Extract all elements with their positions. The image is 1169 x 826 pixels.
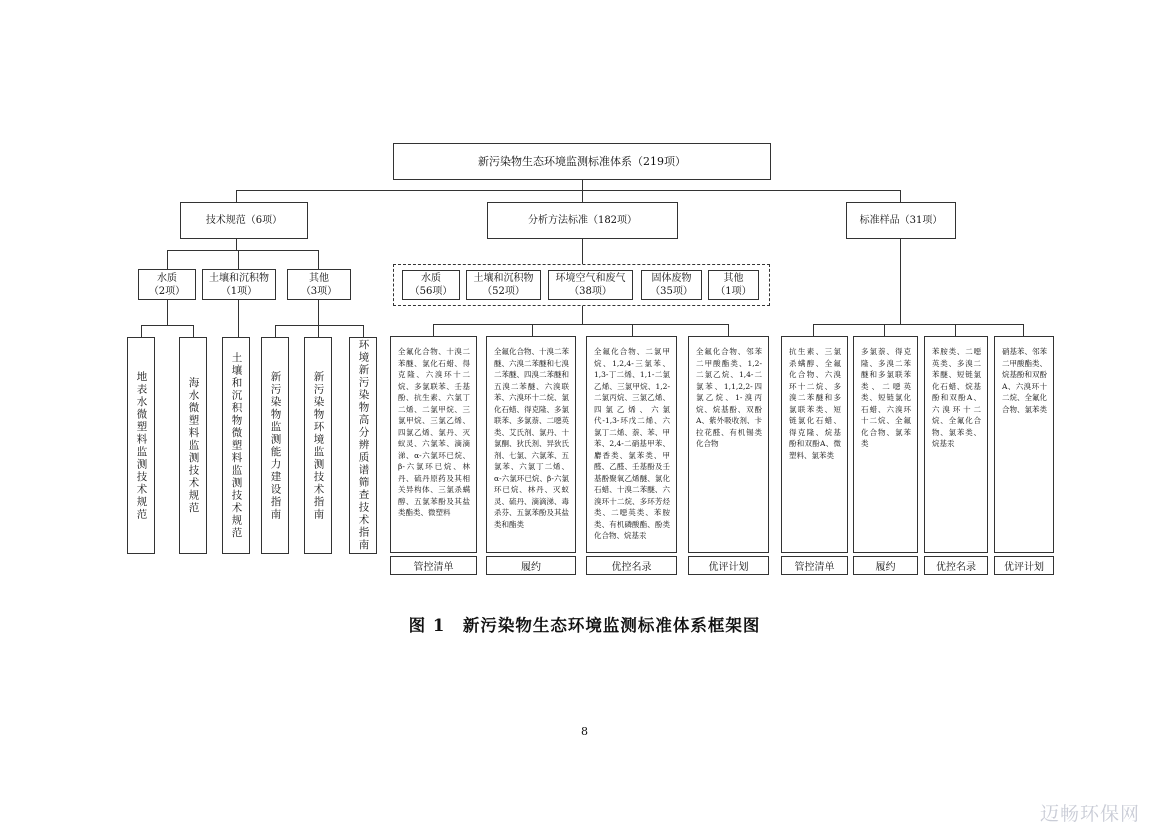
method-label-evaluation: 优评计划 bbox=[688, 556, 769, 575]
method-label-priority: 优控名录 bbox=[586, 556, 677, 575]
tech-sub-count: （2项） bbox=[148, 285, 186, 297]
method-sub-name: 固体废物 bbox=[651, 273, 692, 284]
method-sub-name: 水质 bbox=[421, 273, 441, 284]
tech-leaf-4: 新污染物监测能力建设指南 bbox=[261, 337, 289, 554]
tech-leaf-5: 新污染物环境监测技术指南 bbox=[304, 337, 332, 554]
tech-sub-soil bbox=[202, 269, 276, 300]
sample-list-control: 抗生素、三氯杀螨醇、全氟化合物、六溴环十二烷、多溴二苯醚和多氯联苯类、短链氯化石蜡、得克隆、烷基酚和双酚A、微塑料、氯苯类 bbox=[781, 336, 848, 553]
figure-caption: 图 1 新污染物生态环境监测标准体系框架图 bbox=[408, 616, 761, 635]
method-sub-count: （1项） bbox=[715, 286, 752, 297]
method-sub-count: （56项） bbox=[409, 286, 453, 297]
tech-sub-name: 水质 bbox=[157, 272, 177, 284]
method-sub-name: 环境空气和废气 bbox=[555, 273, 626, 284]
method-sub-name: 土壤和沉积物 bbox=[473, 273, 534, 284]
watermark: 迈畅环保网 bbox=[1040, 803, 1141, 825]
method-list-priority: 全氟化合物、二氯甲烷、1,2,4-三氯苯、1,3-丁二烯、1,1-二氯乙烯、三氯甲烷、1,2-二氯丙烷、三氯乙烯、四氯乙烯、六氯代-1,3-环戊二烯、六氯丁二烯、萘、苯、甲苯、2,4-二硝基甲苯、麝香类、氯苯类、甲醛、乙醛、壬基酚及壬基酚聚氧乙烯醚、氯化石蜡、十溴二苯醚、六溴环十二烷、多环芳烃类、二噁英类、苯胺类、有机磷酸酯、酚类化合物、烷基汞 bbox=[586, 336, 677, 553]
sample-list-compliance: 多氯萘、得克隆、多溴二苯醚和多氯联苯类、二噁英类、短链氯化石蜡、六溴环十二烷、全氟化合物、氯苯类 bbox=[853, 336, 918, 553]
node-standard-sample: 标准样品（31项） bbox=[846, 202, 956, 239]
method-sub-soil bbox=[466, 270, 541, 300]
sample-label-evaluation: 优评计划 bbox=[994, 556, 1054, 575]
method-label-compliance: 履约 bbox=[486, 556, 576, 575]
sample-list-priority: 苯胺类、二噁英类、多溴二苯醚、短链氯化石蜡、烷基酚和双酚A、六溴环十二烷、全氟化合物、氯苯类、烷基汞 bbox=[924, 336, 988, 553]
node-tech-spec: 技术规范（6项） bbox=[180, 202, 308, 239]
tech-sub-count: （3项） bbox=[300, 285, 338, 297]
tech-sub-other bbox=[287, 269, 351, 300]
page-number: 8 bbox=[581, 725, 588, 738]
method-sub-name: 其他 bbox=[723, 273, 744, 284]
tech-leaf-2: 海水微塑料监测技术规范 bbox=[179, 337, 207, 554]
tech-sub-name: 土壤和沉积物 bbox=[209, 272, 269, 284]
method-sub-count: （52项） bbox=[482, 286, 525, 297]
sample-list-evaluation: 硝基苯、邻苯二甲酸酯类、烷基酚和双酚A、六溴环十二烷、全氟化合物、氯苯类 bbox=[994, 336, 1054, 553]
sample-label-compliance: 履约 bbox=[853, 556, 918, 575]
method-sub-other bbox=[708, 270, 759, 300]
tech-sub-water bbox=[138, 269, 196, 300]
sample-label-control: 管控清单 bbox=[781, 556, 848, 575]
tech-leaf-1: 地表水微塑料监测技术规范 bbox=[127, 337, 155, 554]
tech-sub-count: （1项） bbox=[220, 285, 258, 297]
method-sub-water bbox=[402, 270, 460, 300]
method-list-control: 全氟化合物、十溴二苯醚、氯化石蜡、得克隆、六溴环十二烷、多氯联苯、壬基酚、抗生素、六氯丁二烯、二氯甲烷、三氯甲烷、三氯乙烯、四氯乙烯、氯丹、灭蚁灵、六氯苯、滴滴涕、α-六氯环已烷、β-六氯环已烷、林丹、硫丹原药及其相关异构体、三氯杀螨醇、五氯苯酚及其盐类酯类、微塑料 bbox=[390, 336, 477, 553]
node-analysis-method: 分析方法标准（182项） bbox=[487, 202, 678, 239]
method-list-compliance: 全氟化合物、十溴二苯醚、六溴二苯醚和七溴二苯醚、四溴二苯醚和五溴二苯醚、六溴联苯、六溴环十二烷、氯化石蜡、得克隆、多氯联苯、多氯萘、二噁英类、艾氏剂、氯丹、十氯酮、狄氏剂、异狄氏剂、七氯、六氯苯、五氯苯、六氯丁二烯、α-六氯环已烷、β-六氯环已烷、林丹、灭蚁灵、硫丹、滴滴涕、毒杀芬、五氯苯酚及其盐类和酯类 bbox=[486, 336, 576, 553]
method-label-control: 管控清单 bbox=[390, 556, 477, 575]
root-node: 新污染物生态环境监测标准体系（219项） bbox=[393, 143, 771, 180]
method-sub-count: （38项） bbox=[569, 286, 612, 297]
tech-leaf-3: 土壤和沉积物微塑料监测技术规范 bbox=[222, 337, 250, 554]
method-sub-solidwaste bbox=[641, 270, 702, 300]
method-sub-count: （35项） bbox=[650, 286, 693, 297]
method-sub-air bbox=[548, 270, 633, 300]
tech-leaf-6: 环境新污染物高分辨质谱筛查技术指南 bbox=[349, 337, 377, 554]
sample-label-priority: 优控名录 bbox=[924, 556, 988, 575]
method-list-evaluation: 全氟化合物、邻苯二甲酸酯类、1,2-二氯乙烷、1,4-二氯苯、1,1,2,2-四氯乙烷、1-溴丙烷、烷基酚、双酚A、紫外吸收剂、卡拉花醛、有机锡类化合物 bbox=[688, 336, 769, 553]
tech-sub-name: 其他 bbox=[309, 272, 329, 284]
